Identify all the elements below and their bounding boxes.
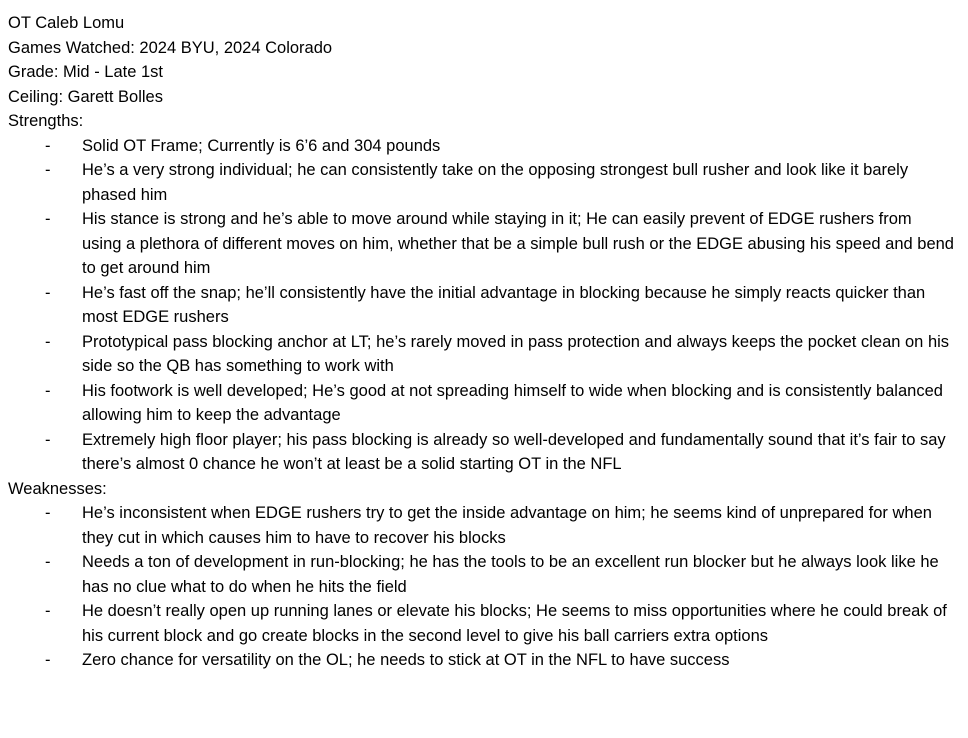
strength-item <box>8 428 960 477</box>
bullet-dash: - <box>45 504 51 522</box>
strength-text: His footwork is well developed; He’s good at not spreading himself to wide when blocking and is consistently balanced allowing him to keep the advantage <box>82 381 943 424</box>
strength-item <box>8 134 960 159</box>
bullet-dash: - <box>45 332 51 351</box>
weakness-text: Needs a ton of development in run-blocking; he has the tools to be an excellent run blocker but he always look like he has no clue what to do when he hits the field <box>82 553 939 596</box>
ceiling: Ceiling: Garett Bolles <box>8 87 163 106</box>
strengths-list <box>8 134 960 477</box>
strength-text: Prototypical pass blocking anchor at LT; he’s rarely moved in pass protection and always keeps the pocket clean on his side so the QB has something to work with <box>82 332 950 375</box>
games-watched: Games Watched: 2024 BYU, 2024 Colorado <box>8 38 333 57</box>
weakness-item <box>8 501 960 550</box>
strength-item <box>8 379 960 428</box>
strength-text: He’s fast off the snap; he’ll consistently have the initial advantage in blocking because he simply reacts quicker than most EDGE rushers <box>82 283 926 326</box>
strength-item <box>8 330 960 379</box>
bullet-dash: - <box>45 210 51 228</box>
strength-text: He’s a very strong individual; he can consistently take on the opposing strongest bull rusher and look like it barely phased him <box>82 161 909 204</box>
bullet-dash: - <box>45 161 51 179</box>
weaknesses-list <box>8 501 960 673</box>
strength-item <box>8 158 960 207</box>
bullet-dash: - <box>45 553 51 571</box>
strength-text: His stance is strong and he’s able to move around while staying in it; He can easily prevent of EDGE rushers from using a plethora of different moves on him, whether that be a simple bull rush or the EDGE abusing his speed and bend to get around him <box>82 210 954 277</box>
bullet-dash: - <box>45 602 51 620</box>
player-title: OT Caleb Lomu <box>8 14 125 32</box>
bullet-dash: - <box>45 430 51 449</box>
weakness-item <box>8 599 960 648</box>
strength-text: Solid OT Frame; Currently is 6’6 and 304 pounds <box>82 136 441 155</box>
strength-text: Extremely high floor player; his pass blocking is already so well-developed and fundamentally sound that it’s fair to say there’s almost 0 chance he won’t at least be a solid starting OT in the NFL <box>82 430 946 473</box>
strength-item <box>8 281 960 330</box>
strengths-heading: Strengths: <box>8 112 84 130</box>
weaknesses-heading: Weaknesses: <box>8 479 107 498</box>
grade: Grade: Mid - Late 1st <box>8 63 163 81</box>
bullet-dash: - <box>45 136 51 155</box>
weakness-text: He doesn’t really open up running lanes or elevate his blocks; He seems to miss opportunities where he could break of his current block and go create blocks in the second level to give his ball carriers extra options <box>82 602 947 645</box>
weakness-item <box>8 648 960 673</box>
weakness-item <box>8 550 960 599</box>
bullet-dash: - <box>45 381 51 400</box>
weakness-text: Zero chance for versatility on the OL; he needs to stick at OT in the NFL to have success <box>82 651 730 669</box>
bullet-dash: - <box>45 283 51 302</box>
weakness-text: He’s inconsistent when EDGE rushers try to get the inside advantage on him; he seems kind of unprepared for when they cut in which causes him to have to recover his blocks <box>82 504 932 547</box>
bullet-dash: - <box>45 651 51 669</box>
strength-item <box>8 207 960 281</box>
